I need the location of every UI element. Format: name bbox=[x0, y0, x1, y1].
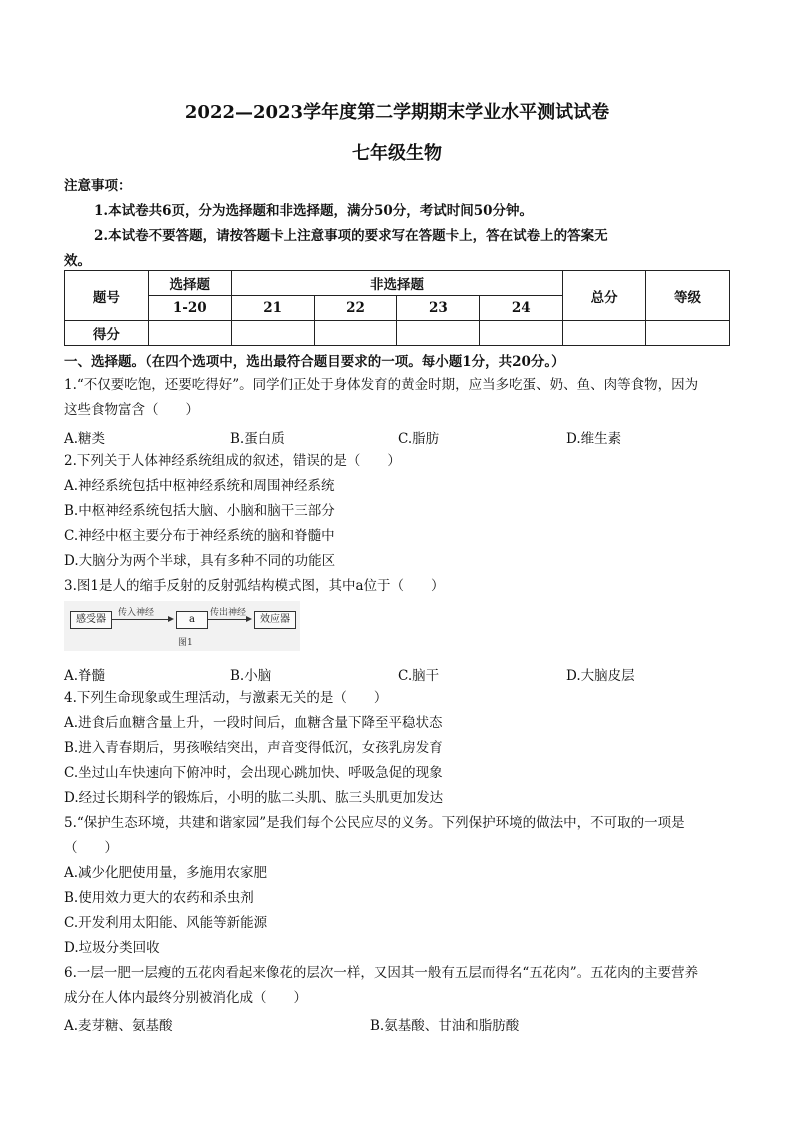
question-4-line1: 4.下列生命现象或生理活动，与激素无关的是（ ） bbox=[64, 690, 388, 706]
exam-subtitle: 七年级生物 bbox=[352, 143, 442, 164]
question-6-line2: 成分在人体内最终分别被消化成（ ） bbox=[64, 990, 307, 1006]
cell-q22: 22 bbox=[314, 296, 397, 321]
question-1-option-d: D.维生素 bbox=[566, 431, 622, 447]
diagram-arrow-head bbox=[246, 616, 252, 622]
question-6-option-a: A.麦芽糖、氨基酸 bbox=[64, 1018, 173, 1034]
question-6-line1: 6.一层一肥一层瘦的五花肉看起来像花的层次一样，又因其一般有五层而得名“五花肉”。五花肉的主要营养 bbox=[64, 965, 699, 981]
cell-score-label: 得分 bbox=[65, 321, 149, 346]
cell-score-empty bbox=[314, 321, 397, 346]
question-3-line1: 3.图1是人的缩手反射的反射弧结构模式图，其中a位于（ ） bbox=[64, 578, 445, 594]
question-5-option-c: C.开发利用太阳能、风能等新能源 bbox=[64, 915, 268, 931]
question-1-option-c: C.脂肪 bbox=[398, 431, 440, 447]
cell-number-header: 题号 bbox=[65, 271, 149, 321]
diagram-caption: 图1 bbox=[178, 638, 193, 648]
question-4-option-a: A.进食后血糖含量上升，一段时间后，血糖含量下降至平稳状态 bbox=[64, 715, 443, 731]
diagram-arrow-head bbox=[168, 616, 174, 622]
diagram-arrow-line bbox=[112, 619, 170, 620]
cell-score-empty bbox=[480, 321, 563, 346]
section-heading: 一、选择题。（在四个选项中，选出最符合题目要求的一项。每小题1分，共20分。） bbox=[64, 354, 565, 370]
cell-q21: 21 bbox=[231, 296, 314, 321]
question-6-option-b: B.氨基酸、甘油和脂肪酸 bbox=[370, 1018, 520, 1034]
cell-score-empty bbox=[563, 321, 646, 346]
table-row bbox=[65, 271, 730, 296]
cell-score-empty bbox=[397, 321, 480, 346]
question-3-option-d: D.大脑皮层 bbox=[566, 668, 635, 684]
question-2-option-b: B.中枢神经系统包括大脑、小脑和脑干三部分 bbox=[64, 503, 335, 519]
cell-q24: 24 bbox=[480, 296, 563, 321]
cell-choice-range: 1-20 bbox=[148, 296, 231, 321]
notes-item-2-cont: 效。 bbox=[64, 253, 91, 269]
question-5-option-b: B.使用效力更大的农药和杀虫剂 bbox=[64, 890, 254, 906]
question-5-option-d: D.垃圾分类回收 bbox=[64, 940, 160, 956]
question-4-option-d: D.经过长期科学的锻炼后，小明的肱二头肌、肱三头肌更加发达 bbox=[64, 790, 444, 806]
question-2-option-d: D.大脑分为两个半球，具有多种不同的功能区 bbox=[64, 553, 336, 569]
question-5-line2: （ ） bbox=[64, 840, 118, 856]
cell-nonchoice-header: 非选择题 bbox=[231, 271, 563, 296]
cell-score-empty bbox=[231, 321, 314, 346]
exam-title: 2022—2023学年度第二学期期末学业水平测试试卷 bbox=[184, 102, 610, 123]
notes-item-2: 2.本试卷不要答题，请按答题卡上注意事项的要求写在答题卡上，答在试卷上的答案无 bbox=[94, 228, 608, 244]
reflex-arc-diagram bbox=[64, 601, 300, 651]
question-3-option-a: A.脊髓 bbox=[64, 668, 106, 684]
question-3-option-c: C.脑干 bbox=[398, 668, 440, 684]
cell-q23: 23 bbox=[397, 296, 480, 321]
cell-choice-header: 选择题 bbox=[148, 271, 231, 296]
notes-item-1: 1.本试卷共6页，分为选择题和非选择题，满分50分，考试时间50分钟。 bbox=[94, 203, 534, 219]
question-2-option-c: C.神经中枢主要分布于神经系统的脑和脊髓中 bbox=[64, 528, 335, 544]
question-1-line1: 1.“不仅要吃饱，还要吃得好”。同学们正处于身体发育的黄金时期，应当多吃蛋、奶、鱼、肉等食物，因为 bbox=[64, 377, 699, 393]
question-1-option-b: B.蛋白质 bbox=[230, 431, 285, 447]
diagram-arrow-line bbox=[208, 619, 248, 620]
cell-grade-header: 等级 bbox=[646, 271, 730, 321]
question-4-option-c: C.坐过山车快速向下俯冲时，会出现心跳加快、呼吸急促的现象 bbox=[64, 765, 443, 781]
question-5-line1: 5.“保护生态环境，共建和谐家园”是我们每个公民应尽的义务。下列保护环境的做法中，不可取的一项是 bbox=[64, 815, 685, 831]
score-table bbox=[64, 270, 730, 346]
question-1-line2: 这些食物富含（ ） bbox=[64, 402, 199, 418]
cell-total-header: 总分 bbox=[563, 271, 646, 321]
notes-heading: 注意事项： bbox=[64, 178, 132, 194]
question-2-option-a: A.神经系统包括中枢神经系统和周围神经系统 bbox=[64, 478, 335, 494]
diagram-effector-box: 效应器 bbox=[254, 611, 296, 629]
diagram-efferent-label: 传出神经 bbox=[210, 608, 247, 618]
cell-score-empty bbox=[148, 321, 231, 346]
table-row bbox=[65, 321, 730, 346]
question-1-option-a: A.糖类 bbox=[64, 431, 106, 447]
diagram-center-box: a bbox=[176, 611, 208, 629]
diagram-receptor-box: 感受器 bbox=[70, 611, 112, 629]
cell-score-empty bbox=[646, 321, 730, 346]
question-3-option-b: B.小脑 bbox=[230, 668, 272, 684]
diagram-afferent-label: 传入神经 bbox=[118, 608, 155, 618]
question-4-option-b: B.进入青春期后，男孩喉结突出，声音变得低沉，女孩乳房发育 bbox=[64, 740, 443, 756]
question-5-option-a: A.减少化肥使用量，多施用农家肥 bbox=[64, 865, 268, 881]
question-2-line1: 2.下列关于人体神经系统组成的叙述，错误的是（ ） bbox=[64, 453, 401, 469]
